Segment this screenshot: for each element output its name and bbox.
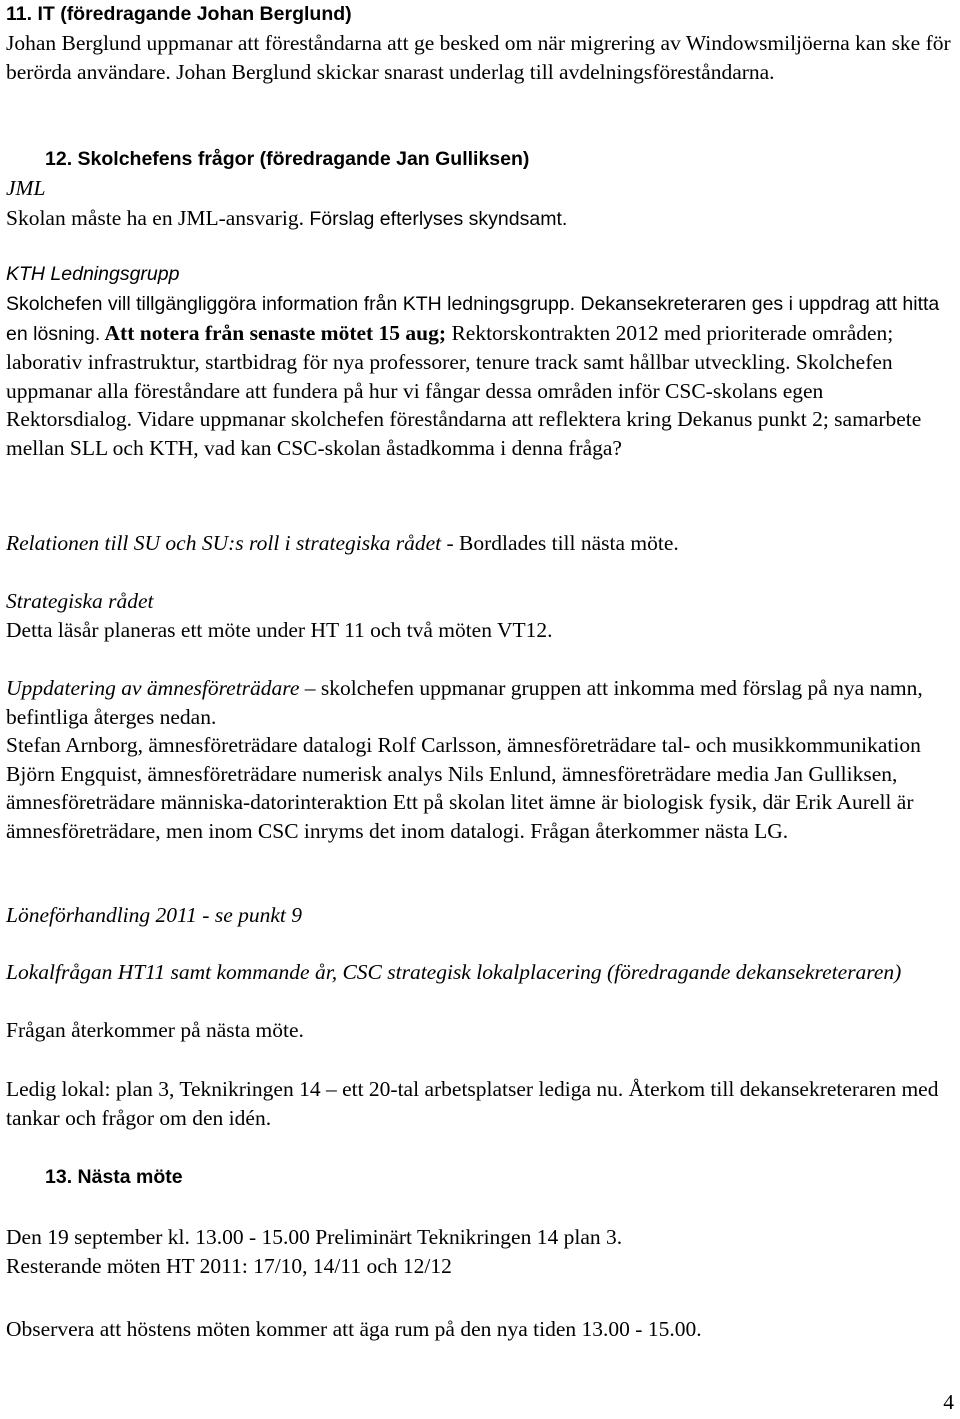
jml-label: JML — [6, 176, 46, 200]
kth-text-5: Vidare uppmanar skolchefen föreståndarna att reflektera kring Dekanus punkt 2; samarbete mellan SLL och KTH, vad kan CSC-skolan åstadkomma i denna fråga? — [6, 407, 922, 460]
jml-body-b: Förslag efterlyses skyndsamt. — [303, 208, 568, 230]
update-paragraph — [6, 674, 952, 731]
section-12-heading: 12. Skolchefens frågor (föredragande Jan Gulliksen) — [45, 148, 530, 170]
section-11-body: Johan Berglund uppmanar att föreståndarna att ge besked om när migrering av Windowsmiljöerna kan ske för berörda användare. Johan Berglund skickar snarast underlag till avdelningsföreståndarna. — [6, 31, 951, 84]
kth-text-1: Skolchefen vill tillgängliggöra information från KTH ledningsgrupp. — [6, 293, 576, 315]
update-rest: – skolchefen uppmanar gruppen att inkomma med förslag på nya namn, befintliga återges nedan. — [6, 676, 923, 729]
premises-question-heading: Lokalfrågan HT11 samt kommande år, CSC strategisk lokalplacering (föredragande dekansekreteraren) — [6, 960, 902, 984]
kth-label: KTH Ledningsgrupp — [6, 263, 180, 285]
update-italic: Uppdatering av ämnesföreträdare — [6, 676, 300, 700]
strategic-council-label: Strategiska rådet — [6, 589, 154, 613]
section-11-heading: 11. IT (föredragande Johan Berglund) — [6, 3, 352, 25]
kth-text-2: Dekansekreteraren ges i uppdrag att hitta en lösning. — [6, 293, 940, 345]
jml-body-a: Skolan måste ha en JML-ansvarig. — [6, 206, 304, 230]
jml-paragraph — [6, 204, 952, 234]
time-change-note: Observera att höstens möten kommer att äga rum på den nya tiden 13.00 - 15.00. — [6, 1317, 702, 1341]
subject-representatives-list: Stefan Arnborg, ämnesföreträdare datalogi Rolf Carlsson, ämnesföreträdare tal- och musikkommunikation Björn Engquist, ämnesföreträdare numerisk analys Nils Enlund, ämnesföreträdare media Jan Gulliksen, ämnesföreträdare människa-datorinteraktion Ett på skolan litet ämne är biologisk fysik, där Erik Aurell är ämnesföreträdare, men inom CSC inryms det inom datalogi. Frågan återkommer nästa LG. — [6, 733, 921, 843]
kth-paragraph — [6, 289, 952, 462]
kth-text-4: Skolchefen uppmanar alla föreståndare att fundera på hur vi fångar dessa områden inför CSC-skolans egen Rektorsdialog. — [6, 350, 893, 431]
vacant-premises: Ledig lokal: plan 3, Teknikringen 14 – ett 20-tal arbetsplatser lediga nu. Återkom till dekansekreteraren med tankar och frågor om den idén. — [6, 1077, 939, 1130]
next-meeting-date: Den 19 september kl. 13.00 - 15.00 Preliminärt Teknikringen 14 plan 3. — [6, 1225, 623, 1249]
su-paragraph — [6, 529, 952, 558]
section-13-heading: 13. Nästa möte — [45, 1166, 183, 1188]
kth-bold-note: Att notera från senaste mötet 15 aug; — [100, 320, 447, 345]
remaining-meetings: Resterande möten HT 2011: 17/10, 14/11 och 12/12 — [6, 1254, 452, 1278]
strategic-council-body: Detta läsår planeras ett möte under HT 11 och två möten VT12. — [6, 618, 553, 642]
su-italic: Relationen till SU och SU:s roll i strategiska rådet — [6, 531, 442, 555]
salary-negotiation: Löneförhandling 2011 - se punkt 9 — [6, 903, 303, 927]
premises-question-body: Frågan återkommer på nästa möte. — [6, 1018, 304, 1042]
kth-text-3: Rektorskontrakten 2012 med prioriterade områden; laborativ infrastruktur, startbidrag för nya professorer, tenure track samt hållbar utveckling. — [6, 320, 894, 374]
page-number: 4 — [943, 1390, 954, 1414]
su-rest: - Bordlades till nästa möte. — [441, 531, 679, 555]
